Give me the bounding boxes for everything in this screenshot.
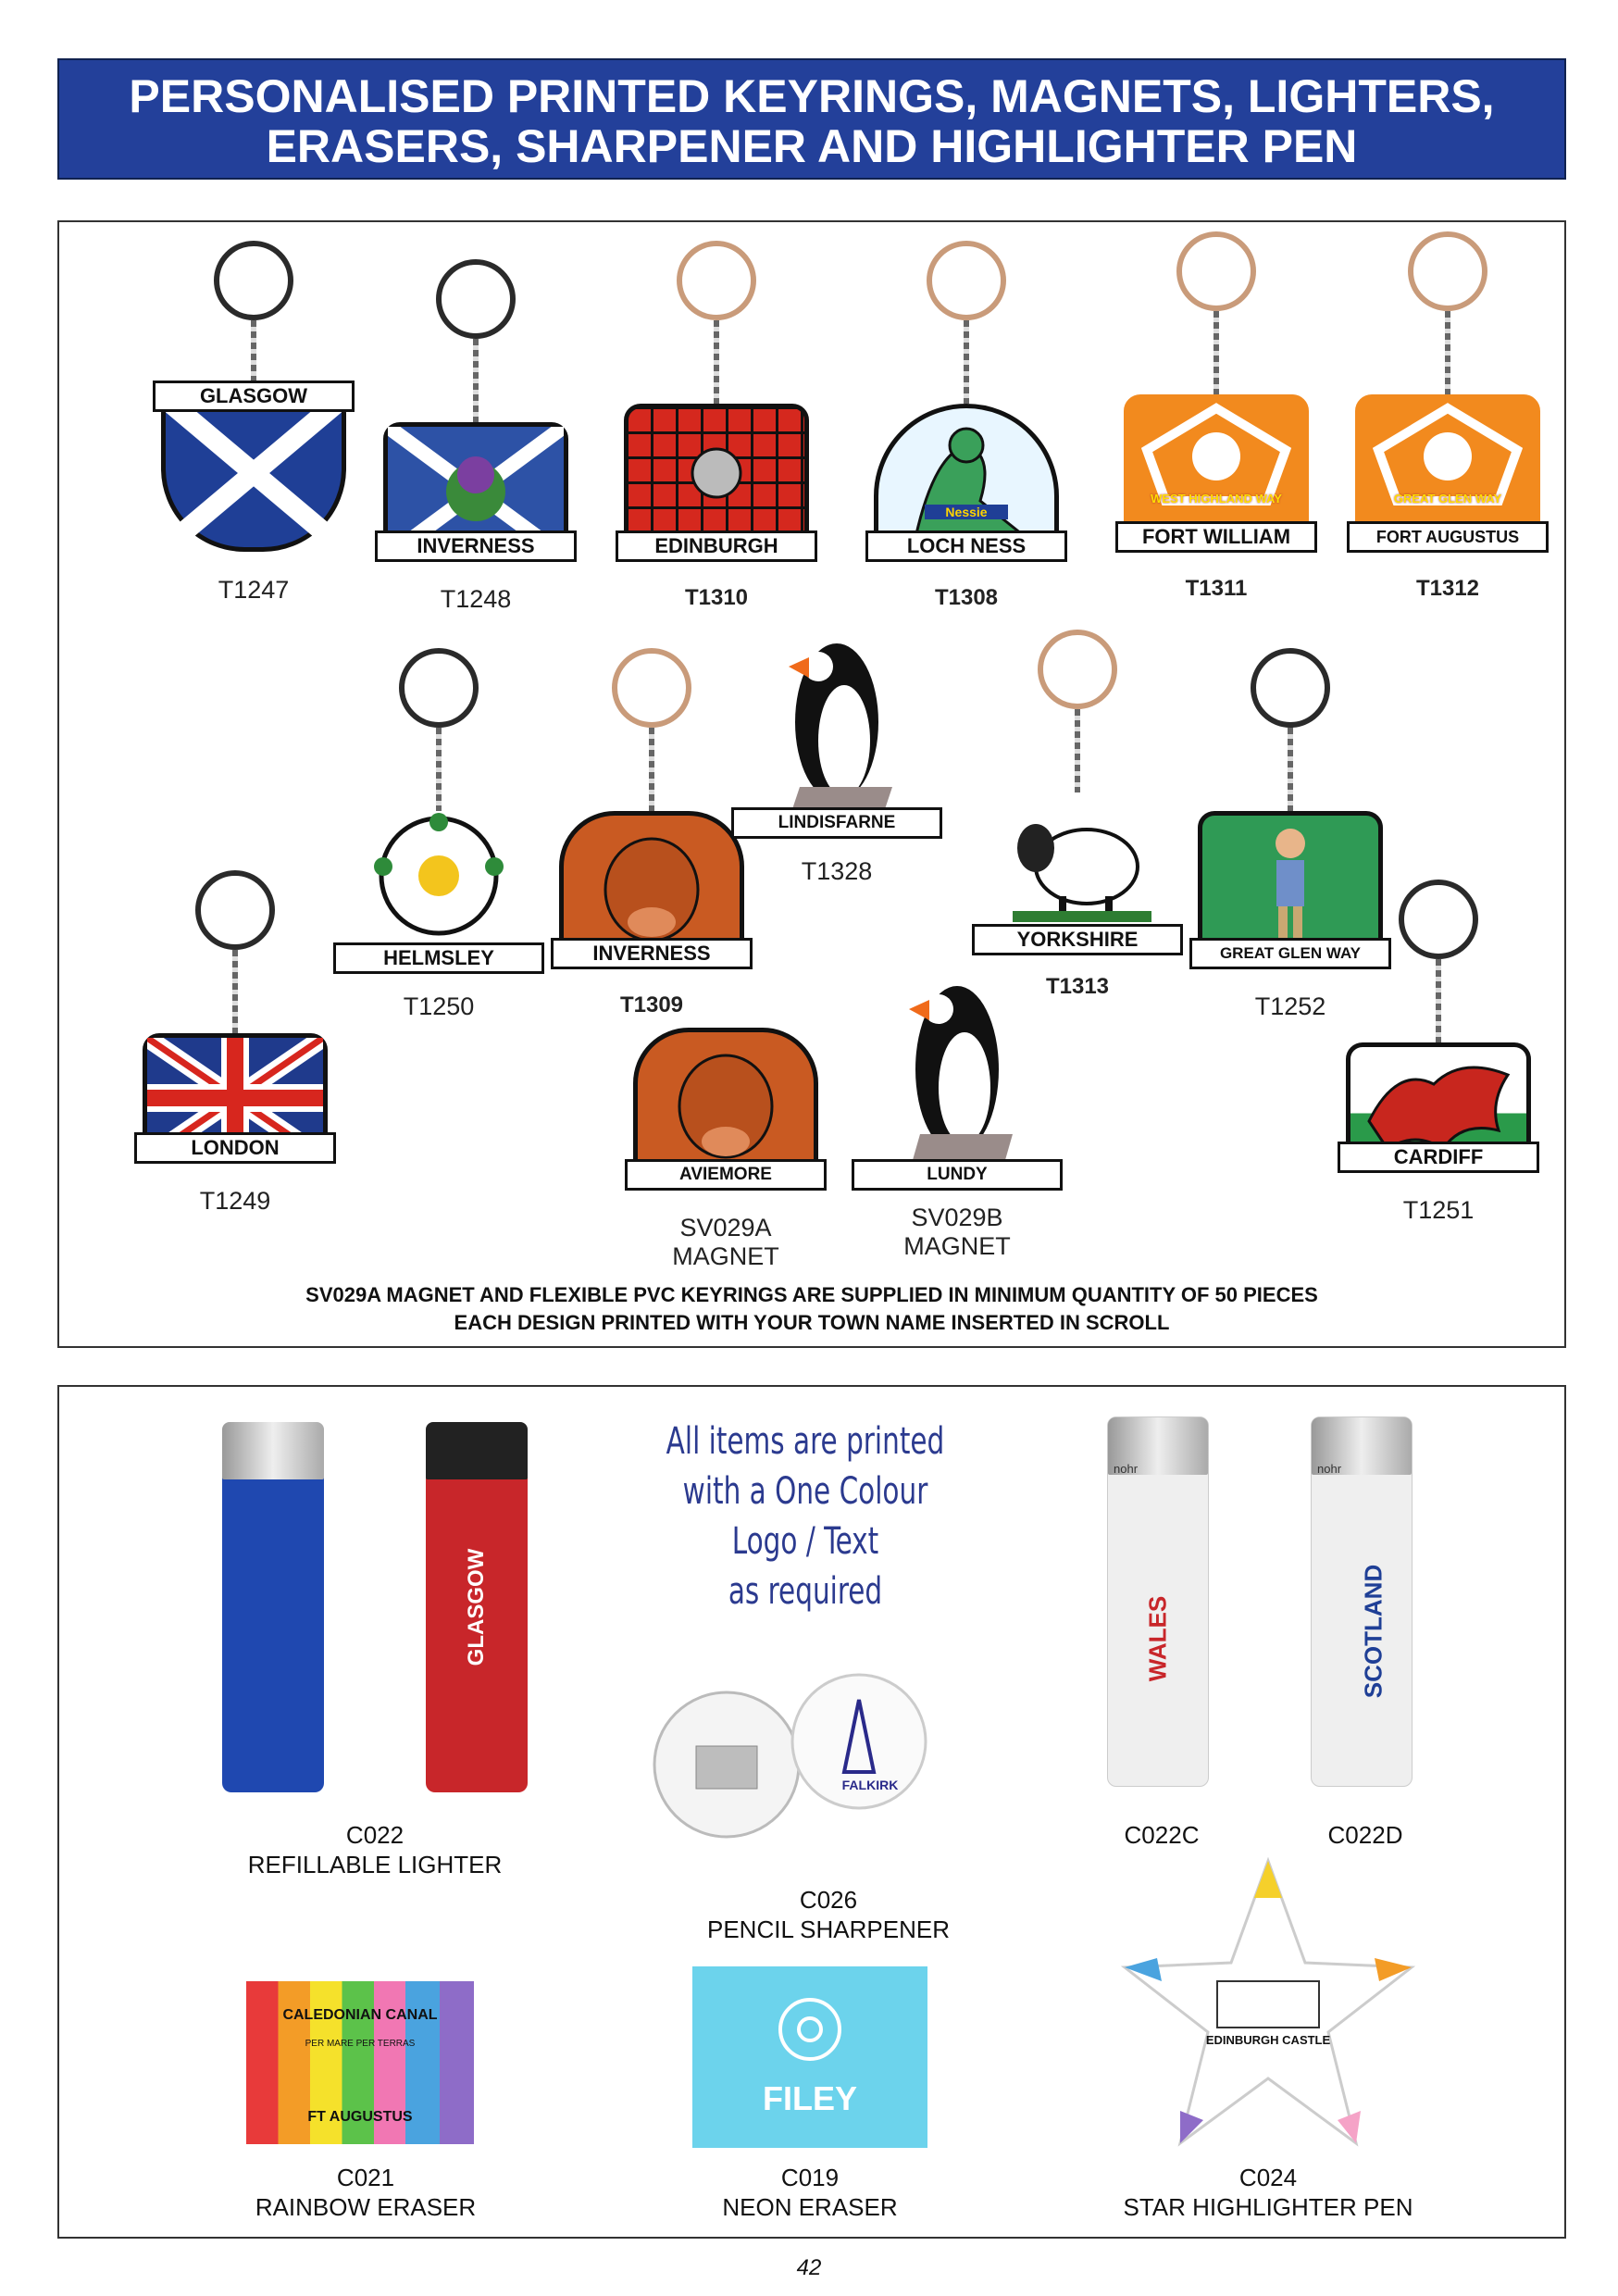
ring-icon <box>399 648 479 728</box>
saltire-heart-tag <box>161 384 346 552</box>
product-code: T1313 <box>1045 974 1110 999</box>
chain-icon <box>473 339 479 422</box>
chain-icon <box>714 320 719 404</box>
product-type: MAGNET <box>672 1242 779 1270</box>
eraser-print-mid: PER MARE PER TERRAS <box>305 2039 416 2049</box>
scroll-label: LOCH NESS <box>865 530 1067 562</box>
puffin-icon <box>865 972 1050 1176</box>
thistle-flag-tag <box>383 422 568 561</box>
product-code: T1309 <box>619 992 684 1017</box>
trail-badge: WEST HIGHLAND WAY <box>1151 492 1282 505</box>
keyring-t1311 <box>1105 231 1327 602</box>
welsh-dragon-tag <box>1346 1042 1531 1172</box>
product-code: C024 <box>1238 2164 1298 2191</box>
ring-icon <box>1399 880 1478 959</box>
ring-icon <box>1038 630 1117 709</box>
product-code: T1328 <box>801 857 873 885</box>
scroll-label: FORT WILLIAM <box>1115 521 1317 553</box>
scroll-label: HELMSLEY <box>333 942 544 974</box>
highlighter-print: EDINBURGH CASTLE <box>1205 2033 1331 2047</box>
highland-cow-icon <box>638 1032 814 1180</box>
scroll-label: LUNDY <box>852 1159 1063 1191</box>
chain-icon <box>1214 311 1219 394</box>
magnet-sv029b <box>846 972 1068 1261</box>
blurb-line-2: with a One Colour <box>682 1470 928 1513</box>
keyring-t1248 <box>365 259 587 614</box>
title-line-1: PERSONALISED PRINTED KEYRINGS, MAGNETS, LIGHTERS, <box>129 70 1495 122</box>
blurb-line-3: Logo / Text <box>731 1520 879 1563</box>
chain-icon <box>232 950 238 1033</box>
chain-icon <box>1288 728 1293 811</box>
nessie-tag <box>874 404 1059 561</box>
blue-lighter <box>222 1422 324 1792</box>
product-name: NEON ERASER <box>722 2193 898 2221</box>
pencil-sharpener-icon <box>639 1672 935 1839</box>
scroll-label: GLASGOW <box>153 381 355 412</box>
keyrings-section <box>57 220 1566 1348</box>
product-code: C026 <box>799 1886 858 1914</box>
nessie-icon <box>878 408 1054 547</box>
keyring-note-line-1: SV029A MAGNET AND FLEXIBLE PVC KEYRINGS ARE SUPPLIED IN MINIMUM QUANTITY OF 50 PIECES <box>305 1283 1318 1306</box>
product-code: SV029A <box>679 1214 772 1242</box>
product-name: REFILLABLE LIGHTER <box>247 1851 503 1878</box>
page-number: 42 <box>796 2255 822 2280</box>
trail-badge: GREAT GLEN WAY <box>1393 492 1502 505</box>
product-code: T1308 <box>934 585 999 610</box>
ring-icon <box>612 648 691 728</box>
product-name: STAR HIGHLIGHTER PEN <box>1123 2193 1413 2221</box>
ring-icon <box>436 259 516 339</box>
c024-label <box>1101 2163 1435 2222</box>
red-lighter <box>426 1422 528 1792</box>
rose-icon <box>773 1992 847 2066</box>
scroll-label: CARDIFF <box>1338 1142 1539 1173</box>
union-jack-tag <box>143 1033 328 1163</box>
nessie-badge: Nessie <box>925 505 1008 519</box>
keyring-t1310 <box>605 241 828 611</box>
highland-cow-magnet <box>633 1028 818 1190</box>
chain-icon <box>1445 311 1450 394</box>
keyring-t1312 <box>1337 231 1559 602</box>
highland-cow-tag <box>559 811 744 968</box>
keyring-t1250 <box>328 648 550 1021</box>
scroll-label: INVERNESS <box>375 530 577 562</box>
magnet-sv029a <box>615 1028 837 1271</box>
product-code: C021 <box>336 2164 395 2191</box>
chain-icon <box>649 728 654 811</box>
lighter-print: WALES <box>1143 1595 1172 1682</box>
keyring-t1308 <box>855 241 1077 611</box>
scroll-label: LONDON <box>134 1132 336 1164</box>
blurb-line-1: All items are printed <box>666 1420 945 1463</box>
keyring-t1251 <box>1327 880 1550 1225</box>
keyring-t1313 <box>966 630 1189 1000</box>
chain-icon <box>964 320 969 404</box>
product-code: T1252 <box>1254 992 1326 1020</box>
c022d-label: C022D <box>1327 1821 1403 1849</box>
printing-blurb <box>639 1416 973 1616</box>
product-code: T1247 <box>218 576 290 604</box>
lighter-print: SCOTLAND <box>1359 1564 1388 1699</box>
ring-icon <box>214 241 293 320</box>
white-lighter-scotland <box>1311 1416 1413 1787</box>
keyring-note-line-2: EACH DESIGN PRINTED WITH YOUR TOWN NAME INSERTED IN SCROLL <box>454 1311 1170 1334</box>
lighter-cap <box>222 1422 324 1479</box>
rainbow-eraser <box>246 1981 474 2144</box>
neon-eraser <box>692 1966 927 2148</box>
puffin-icon <box>744 630 929 824</box>
product-code: T1248 <box>440 585 512 613</box>
puffin-tag <box>744 630 929 833</box>
product-code: T1251 <box>1402 1196 1475 1224</box>
sporran-icon <box>689 445 744 501</box>
saltire-icon <box>166 399 342 547</box>
product-code: T1310 <box>684 585 749 610</box>
product-code: C022 <box>345 1821 404 1849</box>
chain-icon <box>436 728 442 811</box>
keyring-t1249 <box>124 870 346 1216</box>
chain-icon <box>1075 709 1080 792</box>
ring-icon <box>677 241 756 320</box>
scroll-label: INVERNESS <box>551 938 753 969</box>
ring-icon <box>1408 231 1487 311</box>
lighter-print: GLASGOW <box>464 1548 489 1666</box>
product-code: T1249 <box>199 1187 271 1215</box>
sheep-icon <box>985 792 1170 931</box>
sheep-tag <box>985 792 1170 950</box>
blurb-line-4: as required <box>728 1570 883 1613</box>
ring-icon <box>195 870 275 950</box>
keyring-t1247 <box>143 241 365 605</box>
page-title-banner <box>57 58 1566 180</box>
scroll-label: FORT AUGUSTUS <box>1347 521 1549 553</box>
product-name: RAINBOW ERASER <box>255 2193 477 2221</box>
scroll-label: YORKSHIRE <box>972 924 1183 955</box>
west-highland-way-tag <box>1124 394 1309 552</box>
keyring-t1328 <box>726 630 948 886</box>
c021-label <box>213 2163 518 2222</box>
puffin-magnet <box>865 972 1050 1185</box>
sporran-tag <box>624 404 809 561</box>
ring-icon <box>1251 648 1330 728</box>
eraser-print-bottom: FT AUGUSTUS <box>307 2109 413 2125</box>
sharpener-print: FALKIRK <box>841 1778 899 1792</box>
scroll-label: GREAT GLEN WAY <box>1189 938 1391 969</box>
title-line-2: ERASERS, SHARPENER AND HIGHLIGHTER PEN <box>266 120 1358 172</box>
lighter-brand: nohr <box>1114 1462 1139 1476</box>
ring-icon <box>927 241 1006 320</box>
scroll-label: LINDISFARNE <box>731 807 942 839</box>
product-code: T1311 <box>1185 576 1248 601</box>
c019-label <box>657 2163 963 2222</box>
highland-cow-icon <box>564 816 740 955</box>
product-code: SV029B <box>911 1204 1003 1231</box>
chain-icon <box>1436 959 1441 1042</box>
star-highlighter-icon <box>1111 1852 1425 2157</box>
great-glen-way-tag <box>1355 394 1540 552</box>
lighter-brand: nohr <box>1317 1462 1342 1476</box>
product-type: MAGNET <box>903 1232 1011 1260</box>
lighter-cap <box>426 1422 528 1479</box>
product-code: C019 <box>780 2164 840 2191</box>
scroll-label: EDINBURGH <box>616 530 817 562</box>
eraser-print: FILEY <box>762 2079 857 2117</box>
product-code: T1312 <box>1415 576 1480 601</box>
product-code: T1250 <box>403 992 475 1020</box>
rose-icon <box>346 811 531 950</box>
ring-icon <box>1176 231 1256 311</box>
white-lighter-wales <box>1107 1416 1209 1787</box>
c022-label <box>222 1820 528 1879</box>
product-name: PENCIL SHARPENER <box>707 1915 950 1943</box>
scroll-label: AVIEMORE <box>625 1159 827 1191</box>
eraser-print-top: CALEDONIAN CANAL <box>282 2007 438 2023</box>
yorkshire-rose-tag <box>346 811 531 968</box>
c026-label <box>666 1885 990 1944</box>
c022c-label: C022C <box>1124 1821 1200 1849</box>
